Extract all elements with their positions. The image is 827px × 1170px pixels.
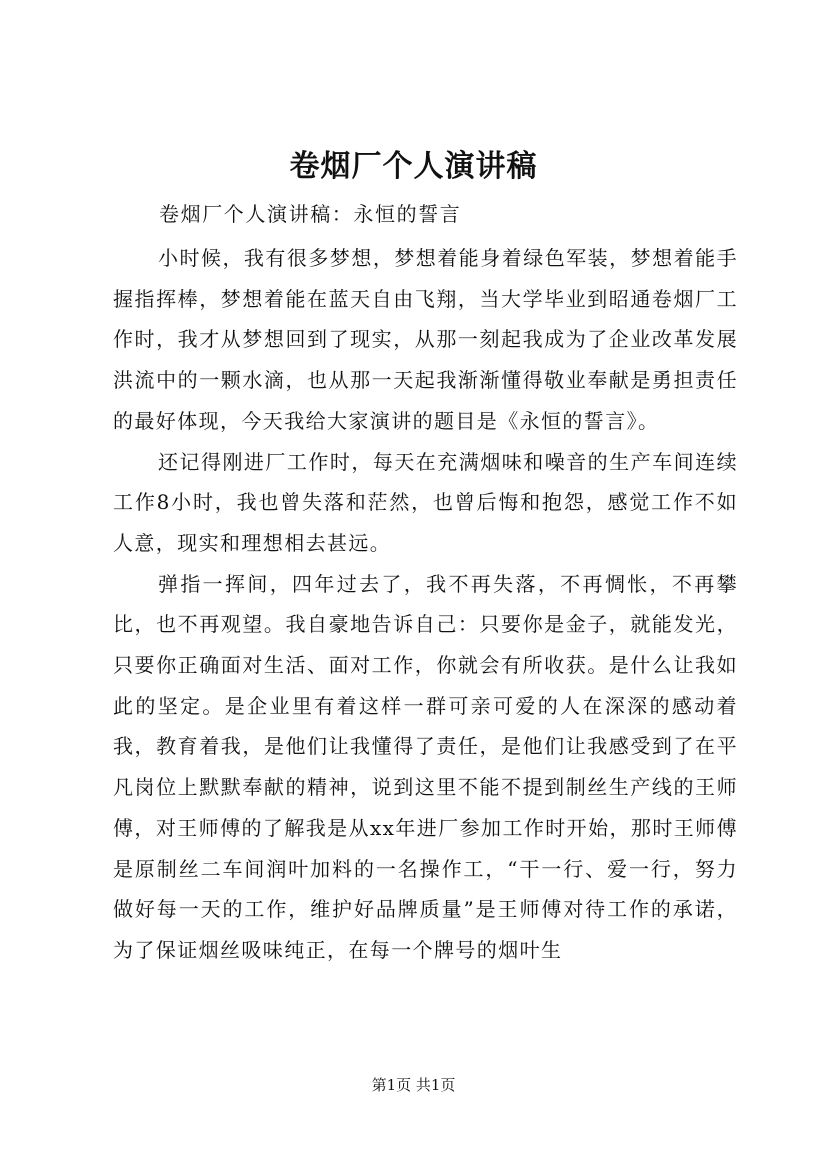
paragraph-1: 小时候，我有很多梦想，梦想着能身着绿色军装，梦想着能手握指挥棒，梦想着能在蓝天自由飞翔，当大学毕业到昭通卷烟厂工作时，我才从梦想回到了现实，从那一刻起我成为了企业改革发展洪流中的一颗水滴，也从那一天起我渐渐懂得敬业奉献是勇担责任的最好体现，今天我给大家演讲的题目是《永恒的誓言》。 xyxy=(113,246,738,433)
paragraph-2: 还记得刚进厂工作时，每天在充满烟味和噪音的生产车间连续工作8小时，我也曾失落和茫然，也曾后悔和抱怨，感觉工作不如人意，现实和理想相去甚远。 xyxy=(113,449,738,555)
document-title: 卷烟厂个人演讲稿 xyxy=(289,149,538,184)
document-subtitle: 卷烟厂个人演讲稿：永恒的誓言 xyxy=(159,202,462,226)
page-footer: 第1页 共1页 xyxy=(371,1076,456,1094)
document-body xyxy=(113,238,738,971)
paragraph-3: 弹指一挥间，四年过去了，我不再失落，不再惆怅，不再攀比，也不再观望。我自豪地告诉自己：只要你是金子，就能发光，只要你正确面对生活、面对工作，你就会有所收获。是什么让我如此的坚定。是企业里有着这样一群可亲可爱的人在深深的感动着我，教育着我，是他们让我懂得了责任，是他们让我感受到了在平凡岗位上默默奉献的精神，说到这里不能不提到制丝生产线的王师傅，对王师傅的了解我是从xx年进厂参加工作时开始，那时王师傅是原制丝二车间润叶加料的一名操作工，“干一行、爱一行，努力做好每一天的工作，维护好品牌质量”是王师傅对待工作的承诺，为了保证烟丝吸味纯正，在每一个牌号的烟叶生 xyxy=(113,571,738,962)
